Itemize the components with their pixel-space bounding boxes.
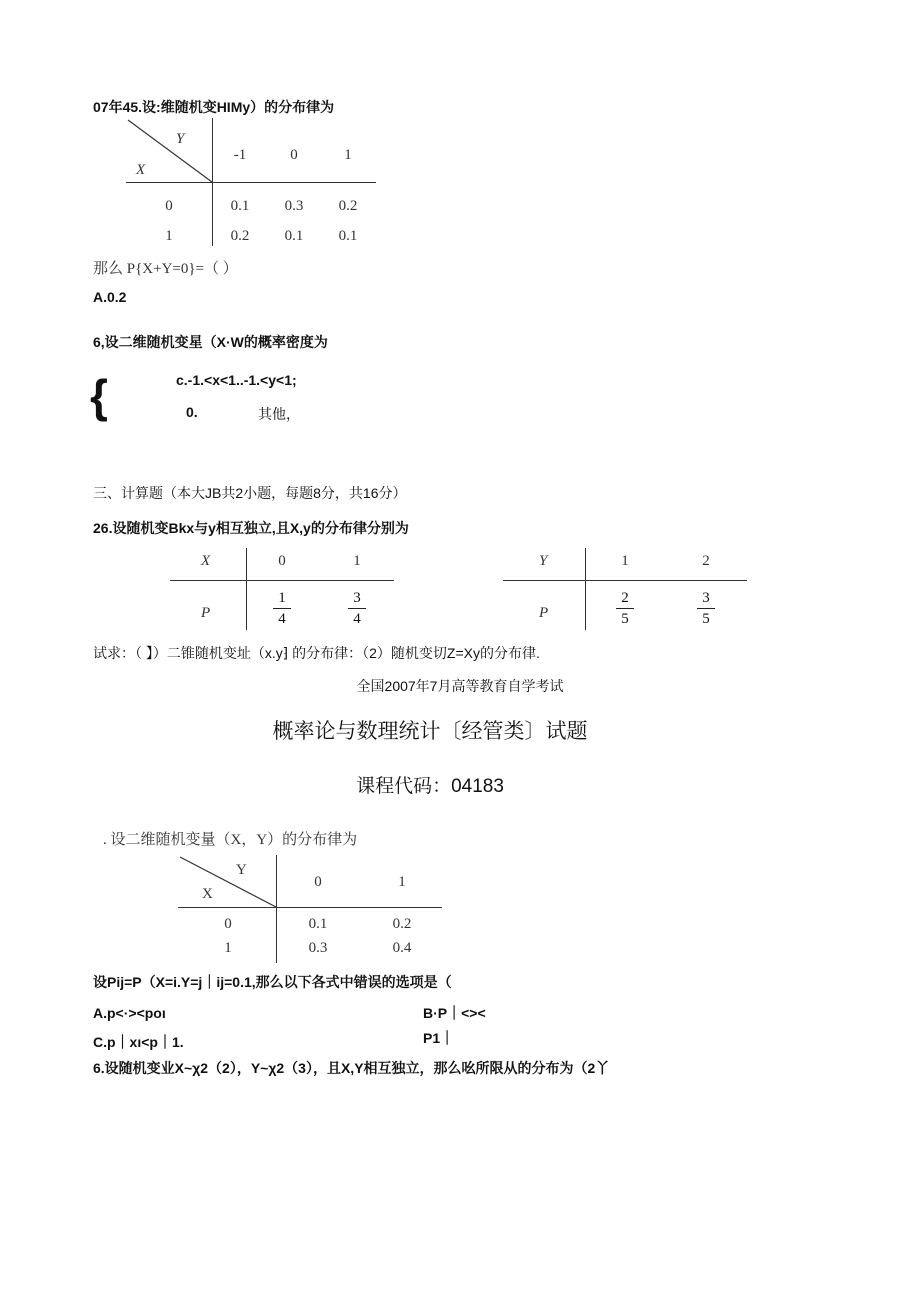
q26-y-var: Y bbox=[539, 553, 548, 569]
q1-row-label: 1 bbox=[224, 940, 232, 956]
q1-vertical-rule bbox=[276, 855, 277, 963]
q1-row-header: X bbox=[202, 886, 213, 902]
q45-row-label: 1 bbox=[165, 228, 173, 244]
q26-y-vertical-rule bbox=[585, 548, 586, 630]
q45-answer: A.0.2 bbox=[93, 289, 127, 305]
q1-row-label: 0 bbox=[224, 916, 232, 932]
q1-cell: 0.3 bbox=[308, 940, 328, 956]
q45-cell: 0.2 bbox=[338, 198, 358, 214]
q1-col-header: Y bbox=[236, 862, 247, 878]
q45-cell: 0.1 bbox=[284, 228, 304, 244]
q26-y-value: 1 bbox=[621, 553, 629, 569]
q6a-case2-condition: 其他， bbox=[258, 406, 300, 422]
fraction-numerator: 3 bbox=[702, 590, 710, 606]
q45-cell: 0.1 bbox=[338, 228, 358, 244]
brace-symbol: { bbox=[90, 370, 108, 422]
fraction-denominator: 5 bbox=[702, 611, 710, 627]
q26-title: 26.设随机变Bkx与y相互独立,且X,y的分布律分别为 bbox=[93, 520, 409, 536]
q45-col-label: 0 bbox=[290, 147, 298, 163]
q45-row-label: 0 bbox=[165, 198, 173, 214]
q45-col-label: 1 bbox=[344, 147, 352, 163]
q1-horizontal-rule bbox=[178, 907, 442, 908]
q45-cell: 0.2 bbox=[230, 228, 250, 244]
q26-instruction: 试求：（ 】）二锥随机变址（x.y⁆ 的分布律：（2）随机变切Z=Xy的分布律. bbox=[93, 645, 540, 661]
exam-title: 概率论与数理统计〔经管类〕试题 bbox=[272, 720, 588, 743]
fraction-numerator: 2 bbox=[621, 590, 629, 606]
q26-y-prob-label: P bbox=[539, 605, 549, 621]
section-heading: 三、计算题（本大JB共2小题，每题8分，共16分） bbox=[93, 485, 407, 501]
q26-x-prob-label: P bbox=[201, 605, 211, 621]
q45-cell: 0.1 bbox=[230, 198, 250, 214]
q45-title: 07年45.设:维随机变HIMy）的分布律为 bbox=[93, 99, 335, 115]
q45-question: 那么 P{X+Y=0}=（ ） bbox=[93, 261, 238, 277]
q1-cell: 0.2 bbox=[392, 916, 412, 932]
q1-title: . 设二维随机变量（X，Y）的分布律为 bbox=[103, 832, 358, 848]
q1-cell: 0.4 bbox=[392, 940, 412, 956]
q45-col-header: Y bbox=[176, 131, 185, 147]
q26-y-prob-fraction bbox=[694, 590, 718, 627]
q6a-case1: c.-1.<x<1..-1.<y<1; bbox=[176, 372, 297, 388]
q1-option-c: C.p｜xı<p｜1. bbox=[93, 1034, 184, 1050]
q26-x-prob-fraction bbox=[270, 590, 294, 627]
q1-diagonal-line bbox=[178, 855, 280, 911]
fraction-denominator: 4 bbox=[278, 611, 286, 627]
fraction-denominator: 4 bbox=[353, 611, 361, 627]
q26-x-value: 0 bbox=[278, 553, 286, 569]
q6a-title: 6,设二维随机变星（X·W的概率密度为 bbox=[93, 334, 328, 350]
q1-option-a: A.p<·><poı bbox=[93, 1005, 166, 1021]
q26-x-vertical-rule bbox=[246, 548, 247, 630]
q26-y-prob-fraction bbox=[613, 590, 637, 627]
q1-option-b: B·P｜<>< bbox=[423, 1005, 486, 1021]
q26-y-value: 2 bbox=[702, 553, 710, 569]
q45-cell: 0.3 bbox=[284, 198, 304, 214]
fraction-denominator: 5 bbox=[621, 611, 629, 627]
q45-col-label: -1 bbox=[233, 147, 247, 163]
q45-row-header: X bbox=[136, 162, 146, 178]
q26-x-horizontal-rule bbox=[170, 580, 394, 581]
q1-col-label: 1 bbox=[398, 874, 406, 890]
fraction-numerator: 1 bbox=[278, 590, 286, 606]
q6b-title: 6.设随机变业X~χ2（2），Y~χ2（3），且X,Y相互独立，那么吆所限从的分布为（2丫 bbox=[93, 1060, 610, 1076]
q26-x-var: X bbox=[201, 553, 211, 569]
q1-cell: 0.1 bbox=[308, 916, 328, 932]
q26-x-prob-fraction bbox=[345, 590, 369, 627]
q1-option-d: P1｜ bbox=[423, 1030, 455, 1046]
fraction-numerator: 3 bbox=[353, 590, 361, 606]
q26-y-horizontal-rule bbox=[503, 580, 747, 581]
q1-col-label: 0 bbox=[314, 874, 322, 890]
course-code: 课程代码：04183 bbox=[356, 776, 504, 797]
q1-question: 设Pij=P（X=i.Y=j｜ij=0.1,那么以下各式中错误的选项是（ bbox=[93, 974, 452, 990]
exam-subtitle: 全国2007年7月高等教育自学考试 bbox=[356, 678, 564, 694]
q45-horizontal-rule bbox=[126, 182, 376, 183]
q26-x-value: 1 bbox=[353, 553, 361, 569]
q6a-case2-value: 0. bbox=[186, 404, 198, 420]
